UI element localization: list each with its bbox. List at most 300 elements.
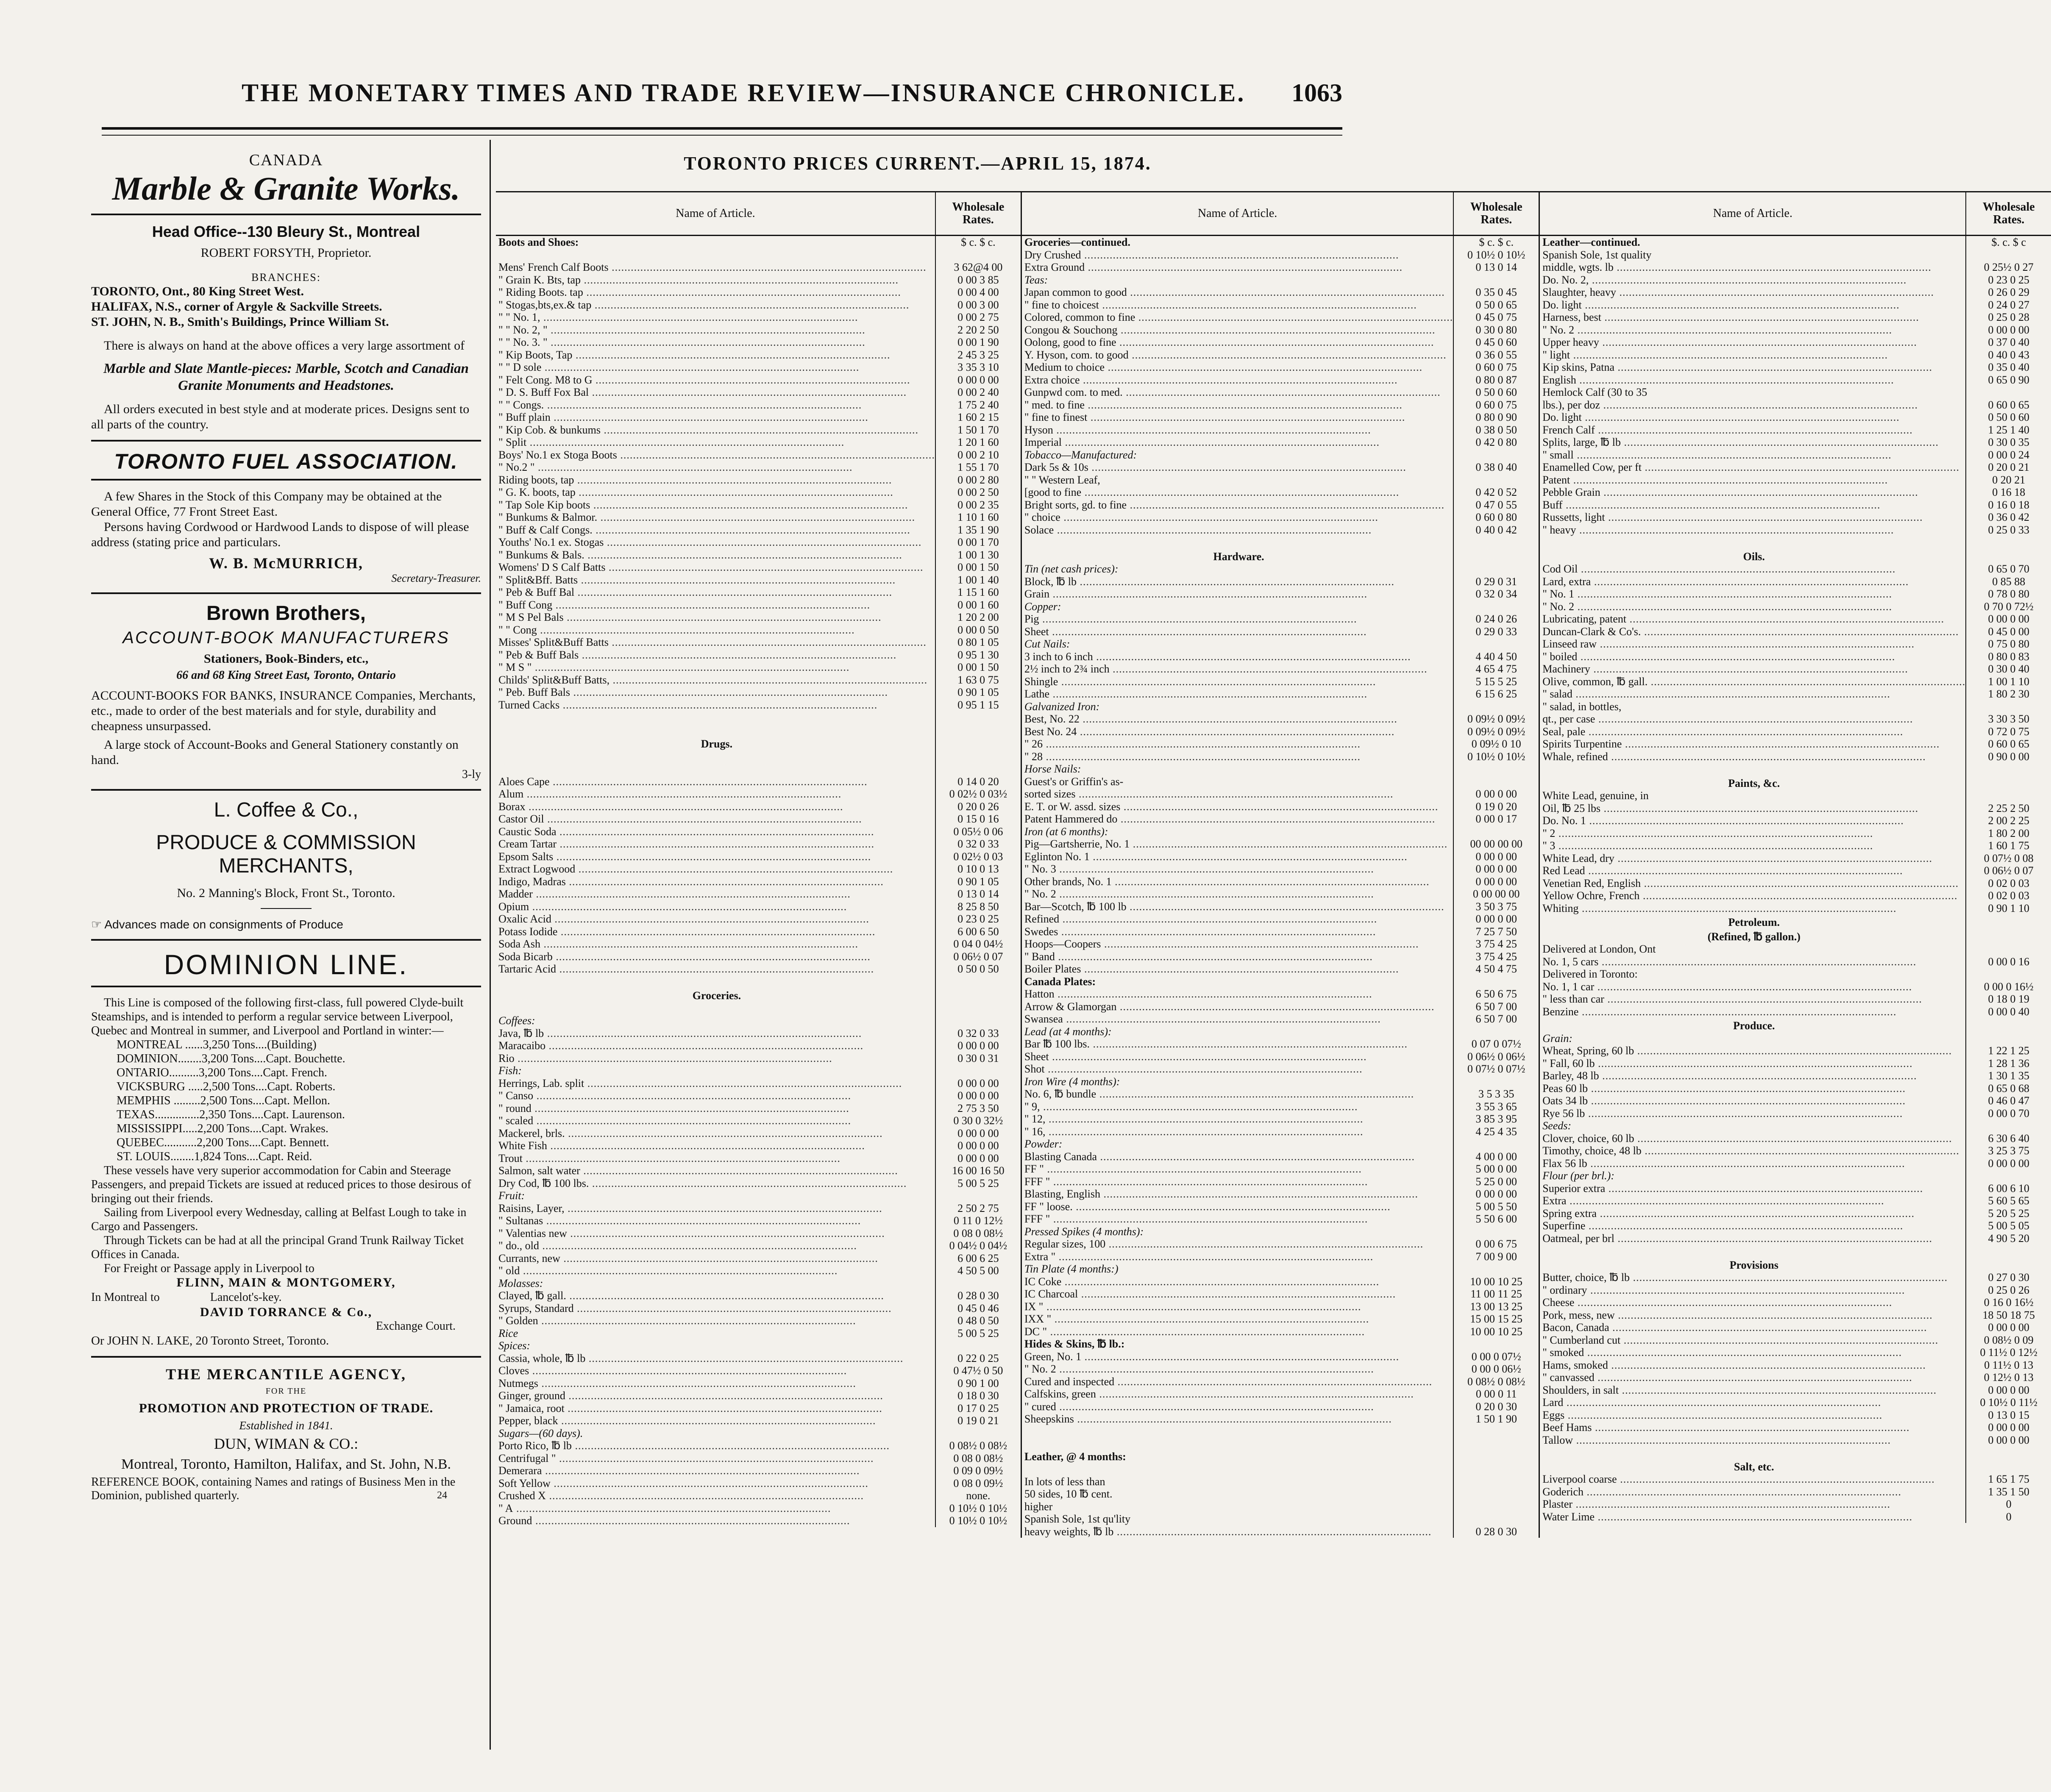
- price-row: [496, 1102, 1021, 1115]
- wholesale-rate: 0 20 0 21: [1965, 461, 2051, 474]
- wholesale-rate: 0 25 0 26: [1965, 1284, 2051, 1297]
- wholesale-rate: 3 35 3 10: [935, 361, 1021, 374]
- article-name: Herrings, Lab. split .....: [496, 1077, 935, 1090]
- price-row: [1540, 814, 2051, 827]
- wholesale-rate: 0: [1965, 1498, 2051, 1511]
- wholesale-rate: 0 50 0 60: [1965, 411, 2051, 424]
- article-name: " Valentias new .....: [496, 1227, 935, 1240]
- price-row: [1022, 1513, 1539, 1525]
- wholesale-rate: 0 46 0 47: [1965, 1095, 2051, 1107]
- ad-title: THE MERCANTILE AGENCY,: [166, 1366, 406, 1383]
- price-row: [1022, 361, 1539, 374]
- article-name: Spring extra .....: [1540, 1207, 1965, 1220]
- article-name: Best No. 24 .....: [1022, 725, 1453, 738]
- price-row: [1540, 249, 2051, 261]
- price-row: [1022, 499, 1539, 511]
- divider: [91, 939, 481, 941]
- price-row: [1540, 1296, 2051, 1309]
- wholesale-rate: 5 50 6 00: [1453, 1213, 1539, 1225]
- wholesale-rate: 5 15 5 25: [1453, 675, 1539, 688]
- wholesale-rate: 6 00 6 50: [935, 925, 1021, 938]
- price-row: [1022, 1263, 1539, 1275]
- price-row: [1022, 913, 1539, 925]
- price-row: [1022, 511, 1539, 524]
- wholesale-rate: [1453, 1138, 1539, 1150]
- price-row: [496, 1002, 1021, 1015]
- price-row: [496, 274, 1021, 286]
- wholesale-rate: 0 37 0 40: [1965, 336, 2051, 349]
- wholesale-rate: 15 00 15 25: [1453, 1313, 1539, 1325]
- wholesale-rate: 0 13 0 15: [1965, 1409, 2051, 1422]
- wholesale-rate: [935, 1064, 1021, 1077]
- wholesale-rate: 0 19 0 20: [1453, 800, 1539, 813]
- article-name: Shoulders, in salt .....: [1540, 1384, 1965, 1397]
- wholesale-rate: 0 00 0 00: [1965, 613, 2051, 625]
- price-row: [1540, 625, 2051, 638]
- price-row: [496, 1127, 1021, 1140]
- wholesale-rate: 0 95 1 15: [935, 699, 1021, 711]
- price-section-heading: [496, 736, 1021, 750]
- price-row: [1540, 1396, 2051, 1409]
- wholesale-rate: 1 80 2 00: [1965, 827, 2051, 840]
- price-row: [1540, 877, 2051, 890]
- price-row: [496, 349, 1021, 361]
- article-name: Oolong, good to fine .....: [1022, 336, 1453, 349]
- article-name: English .....: [1540, 374, 1965, 386]
- price-section-heading: [1540, 775, 2051, 790]
- price-row: [496, 788, 1021, 800]
- wholesale-rate: 5 60 5 65: [1965, 1195, 2051, 1207]
- article-name: Madder .....: [496, 888, 935, 900]
- price-row: [1022, 1113, 1539, 1125]
- wholesale-rate: [935, 724, 1021, 736]
- wholesale-rate: 0 00 2 50: [935, 486, 1021, 499]
- price-row: [1022, 713, 1539, 725]
- price-row: [496, 838, 1021, 850]
- ad-for: FOR THE: [265, 1386, 307, 1396]
- price-row: [1540, 713, 2051, 725]
- price-row: [496, 249, 1021, 261]
- price-row: [1540, 1245, 2051, 1257]
- article-name: Mens' French Calf Boots .....: [496, 261, 935, 274]
- wholesale-rate: 0 10½ 0 10½: [1453, 750, 1539, 763]
- wholesale-rate: [1453, 1500, 1539, 1513]
- article-name: Tin Plate (4 months:): [1024, 1263, 1119, 1275]
- wholesale-rate: [935, 988, 1021, 1002]
- article-name: Groceries.: [692, 989, 741, 1002]
- wholesale-rate: 0 90 1 05: [935, 875, 1021, 888]
- article-name: Cured and inspected .....: [1022, 1375, 1453, 1388]
- price-row: [1022, 575, 1539, 588]
- ad-title: Marble & Granite Works.: [112, 170, 460, 207]
- article-name: Medium to choice .....: [1022, 361, 1453, 374]
- price-row: [1540, 638, 2051, 650]
- wholesale-rate: 0 30 0 80: [1453, 324, 1539, 336]
- price-column: [1540, 191, 2051, 1538]
- article-name: Soda Bicarb .....: [496, 950, 935, 963]
- divider: [91, 789, 481, 791]
- wholesale-rate: [1453, 449, 1539, 461]
- article-name: " Peb & Buff Bals .....: [496, 649, 935, 661]
- page-header: [102, 78, 1342, 108]
- wholesale-rate: [1453, 1463, 1539, 1475]
- wholesale-rate: [1965, 1032, 2051, 1045]
- article-name: Petroleum.: [1728, 916, 1780, 928]
- wholesale-rate: 11 00 11 25: [1453, 1288, 1539, 1300]
- price-row: [496, 561, 1021, 574]
- ad-paragraph: Sailing from Liverpool every Wednesday, calling at Belfast Lough to take in Cargo and Passengers.: [91, 1206, 467, 1233]
- price-row: [1540, 1157, 2051, 1170]
- price-row: [496, 913, 1021, 925]
- wholesale-rate: 0 02½ 0 03: [935, 850, 1021, 863]
- wholesale-rate: 0 07½ 0 08: [1965, 852, 2051, 865]
- column-header: [1022, 191, 1539, 236]
- article-name: Harness, best .....: [1540, 311, 1965, 324]
- article-name: " smoked .....: [1540, 1346, 1965, 1359]
- article-name: Oxalic Acid .....: [496, 913, 935, 925]
- ad-title: DOMINION LINE.: [164, 949, 409, 980]
- wholesale-rate: [1453, 700, 1539, 713]
- price-row: [1540, 1409, 2051, 1422]
- article-name: Splits, large, ℔ lb .....: [1540, 436, 1965, 449]
- wholesale-rate: 0 00 1 70: [935, 536, 1021, 549]
- price-row: [496, 436, 1021, 449]
- article-name: " cured .....: [1022, 1400, 1453, 1413]
- wholesale-rate: 0 09½ 0 10: [1453, 738, 1539, 750]
- wholesale-rate: 8 25 8 50: [935, 900, 1021, 913]
- wholesale-rate: 0 26 0 29: [1965, 286, 2051, 299]
- prices-current: [496, 153, 2038, 1538]
- wholesale-rate: 1 00 1 10: [1965, 675, 2051, 688]
- wholesale-rate: 0 05½ 0 06: [935, 825, 1021, 838]
- article-name: Venetian Red, English .....: [1540, 877, 1965, 890]
- price-row: [1540, 386, 2051, 399]
- price-row: [1540, 1057, 2051, 1070]
- article-name: [1022, 1463, 1453, 1475]
- wholesale-rate: 0 00 0 00: [935, 1039, 1021, 1052]
- article-name: Rio .....: [496, 1052, 935, 1065]
- ad-signer-title: Secretary-Treasurer.: [391, 572, 481, 584]
- price-row: [1540, 1434, 2051, 1447]
- price-row: [1540, 1107, 2051, 1120]
- price-row: [496, 1502, 1021, 1515]
- wholesale-rate: 0 60 0 80: [1453, 511, 1539, 524]
- wholesale-rate: [935, 736, 1021, 750]
- article-name: Rye 56 lb .....: [1540, 1107, 1965, 1120]
- article-name: Benzine .....: [1540, 1006, 1965, 1018]
- wholesale-rate: 0 12½ 0 13: [1965, 1371, 2051, 1384]
- price-row: [1022, 1138, 1539, 1150]
- wholesale-rate: 0 38 0 40: [1453, 461, 1539, 474]
- ad-code: 24: [437, 1490, 447, 1501]
- article-name: Tobacco—Manufactured:: [1024, 448, 1137, 461]
- wholesale-rate: 0 00 3 85: [935, 274, 1021, 286]
- article-name: Borax .....: [496, 800, 935, 813]
- wholesale-rate: 0 45 0 75: [1453, 311, 1539, 324]
- price-row: [496, 1439, 1021, 1452]
- wholesale-rate: 0 45 0 46: [935, 1302, 1021, 1315]
- divider: [91, 479, 481, 481]
- price-row: [496, 411, 1021, 424]
- price-row: [1022, 938, 1539, 950]
- article-name: Iron Wire (4 months):: [1024, 1075, 1120, 1088]
- article-name: Kip skins, Patna .....: [1540, 361, 1965, 374]
- article-name: Swansea .....: [1022, 1013, 1453, 1025]
- price-row: [1022, 1063, 1539, 1075]
- price-row: [1540, 1145, 2051, 1157]
- article-name: Eglinton No. 1 .....: [1022, 850, 1453, 863]
- article-name: Dry Crushed .....: [1022, 249, 1453, 261]
- price-row: [496, 711, 1021, 724]
- wholesale-rate: 0 17 0 25: [935, 1402, 1021, 1415]
- wholesale-rate: [1965, 1170, 2051, 1182]
- price-rows: [496, 236, 1021, 1527]
- wholesale-rate: 0 60 0 75: [1453, 361, 1539, 374]
- article-name: Superfine .....: [1540, 1220, 1965, 1232]
- wholesale-rate: 0 06½ 0 07: [935, 950, 1021, 963]
- wholesale-rate: 4 25 4 35: [1453, 1125, 1539, 1138]
- price-row: [496, 813, 1021, 825]
- price-row: [1022, 236, 1539, 249]
- article-name: " No. 2 .....: [1540, 600, 1965, 613]
- wholesale-rate: [1965, 1245, 2051, 1257]
- article-name: [1540, 1446, 1965, 1459]
- price-row: [1022, 1200, 1539, 1213]
- price-row: [496, 686, 1021, 699]
- ad-paragraph: For Freight or Passage apply in Liverpool to: [104, 1262, 314, 1275]
- wholesale-rate: 0 65 0 68: [1965, 1082, 2051, 1095]
- article-name: [496, 711, 935, 724]
- wholesale-rate: 0 50 0 50: [935, 963, 1021, 975]
- price-row: [496, 574, 1021, 586]
- article-name: Butter, choice, ℔ lb .....: [1540, 1271, 1965, 1284]
- ad-paragraph: ACCOUNT-BOOKS FOR BANKS, INSURANCE Companies, Merchants, etc., made to order of the best materials and for style, durability and cheapness unsurpassed.: [91, 689, 476, 733]
- wholesale-rate: 1 15 1 60: [935, 586, 1021, 599]
- article-name: " Bunkums & Balmor. .....: [496, 511, 935, 524]
- price-row: [496, 611, 1021, 624]
- price-row: [1540, 802, 2051, 815]
- wholesale-rate: 0 78 0 80: [1965, 588, 2051, 600]
- price-row: [1022, 249, 1539, 261]
- price-row: [1540, 361, 2051, 374]
- wholesale-rate: $ c. $ c.: [1453, 236, 1539, 249]
- article-name: Canada Plates:: [1024, 975, 1096, 988]
- price-row: [1540, 1232, 2051, 1245]
- article-name: middle, wgts. lb .....: [1540, 261, 1965, 274]
- price-row: [1540, 827, 2051, 840]
- price-row: [496, 1027, 1021, 1040]
- wholesale-rate: 1 00 1 30: [935, 549, 1021, 561]
- brown-brothers-ad: [91, 602, 481, 781]
- article-name: [1540, 1245, 1965, 1257]
- ad-signer: W. B. McMURRICH,: [209, 555, 363, 572]
- article-name: sorted sizes .....: [1022, 788, 1453, 800]
- price-row: [1022, 1313, 1539, 1325]
- wholesale-rate: 0 47 0 55: [1453, 499, 1539, 511]
- article-name: E. T. or W. assd. sizes .....: [1022, 800, 1453, 813]
- wholesale-rate: [935, 1427, 1021, 1440]
- price-row: [1022, 486, 1539, 499]
- article-name: Spirits Turpentine .....: [1540, 738, 1965, 750]
- price-row: [1022, 738, 1539, 750]
- wholesale-rate: 2 45 3 25: [935, 349, 1021, 361]
- price-row: [1022, 1475, 1539, 1488]
- wholesale-rate: 0 80 0 83: [1965, 650, 2051, 663]
- price-row: [1540, 261, 2051, 274]
- fuel-association-ad: [91, 449, 481, 585]
- prices-title: TORONTO PRICES CURRENT.—APRIL 15, 1874.: [684, 153, 1152, 174]
- wholesale-rate: [1453, 1438, 1539, 1450]
- article-name: In lots of less than: [1024, 1475, 1105, 1488]
- article-name: White Lead, dry .....: [1540, 852, 1965, 865]
- price-row: [1022, 888, 1539, 900]
- price-row: [1540, 1346, 2051, 1359]
- wholesale-rate: 0 08½ 0 09: [1965, 1334, 2051, 1347]
- article-name: Clayed, ℔ gall. .....: [496, 1289, 935, 1302]
- price-row: [1540, 993, 2051, 1006]
- ad-agent: FLINN, MAIN & MONTGOMERY,: [176, 1275, 396, 1289]
- article-name: " Golden .....: [496, 1314, 935, 1327]
- wholesale-rate: 13 00 13 25: [1453, 1300, 1539, 1313]
- price-row: [1540, 349, 2051, 361]
- article-name: Extract Logwood .....: [496, 863, 935, 875]
- price-row: [496, 1352, 1021, 1365]
- wholesale-rate: 0 09½ 0 09½: [1453, 713, 1539, 725]
- price-row: [1540, 1371, 2051, 1384]
- article-name: " G. K. boots, tap .....: [496, 486, 935, 499]
- price-section-heading: [1540, 549, 2051, 563]
- article-name: Fruit:: [498, 1189, 525, 1202]
- price-row: [1540, 1421, 2051, 1434]
- price-row: [1540, 650, 2051, 663]
- wholesale-rate: 0 40 0 42: [1453, 524, 1539, 536]
- wholesale-rate: 0 00 3 00: [935, 299, 1021, 311]
- article-name: Cloves .....: [496, 1364, 935, 1377]
- price-row: [1022, 1238, 1539, 1250]
- article-name: Eggs .....: [1540, 1409, 1965, 1422]
- price-row: [1022, 875, 1539, 888]
- price-row: [1022, 1300, 1539, 1313]
- article-name: Nutmegs .....: [496, 1377, 935, 1390]
- article-name: Indigo, Madras .....: [496, 875, 935, 888]
- wholesale-rate: 6 00 6 25: [935, 1252, 1021, 1265]
- price-row: [496, 336, 1021, 349]
- wholesale-rate: [935, 1189, 1021, 1202]
- ad-paragraph: A large stock of Account-Books and General Stationery constantly on hand.: [91, 738, 459, 767]
- article-name: Hides & Skins, ℔ lb.:: [1024, 1338, 1125, 1350]
- price-row: [1022, 261, 1539, 274]
- article-name: Guest's or Griffin's as-: [1024, 775, 1124, 788]
- article-name: " " D sole .....: [496, 361, 935, 374]
- article-name: Coffees:: [498, 1014, 535, 1027]
- article-name: Extra choice .....: [1022, 374, 1453, 386]
- wholesale-rate: 0 45 0 60: [1453, 336, 1539, 349]
- wholesale-rate: 0 00 0 70: [1965, 1107, 2051, 1120]
- article-name: Extra " .....: [1022, 1250, 1453, 1263]
- ad-agent: Or JOHN N. LAKE, 20 Toronto Street, Toronto.: [91, 1334, 329, 1347]
- wholesale-rate: 0 00 0 00: [1965, 1421, 2051, 1434]
- article-name: Russetts, light .....: [1540, 511, 1965, 524]
- price-row: [1022, 688, 1539, 700]
- wholesale-rate: [1965, 1120, 2051, 1132]
- wholesale-rate: [1965, 929, 2051, 943]
- branch-item: HALIFAX, N.S., corner of Argyle & Sackville Streets.: [91, 300, 382, 314]
- price-row: [1022, 461, 1539, 474]
- wholesale-rate: 0 35 0 40: [1965, 361, 2051, 374]
- wholesale-rate: 0 08½ 0 08½: [1453, 1375, 1539, 1388]
- article-name: Riding boots, tap .....: [496, 474, 935, 486]
- wholesale-rate: 0 16 0 18: [1965, 499, 2051, 511]
- article-name: Shot .....: [1022, 1063, 1453, 1075]
- wholesale-rate: [1965, 1257, 2051, 1272]
- wholesale-rate: 6 15 6 25: [1453, 688, 1539, 700]
- article-name: Oils.: [1743, 550, 1765, 563]
- article-name: Maracaibo .....: [496, 1039, 935, 1052]
- article-name: " Split .....: [496, 436, 935, 449]
- wholesale-rate: 0 18 0 30: [935, 1389, 1021, 1402]
- ad-orders: All orders executed in best style and at moderate prices. Designs sent to all parts of the country.: [91, 402, 470, 431]
- article-name: Opium .....: [496, 900, 935, 913]
- price-row: [1540, 1486, 2051, 1498]
- wholesale-rate: 1 50 1 70: [935, 424, 1021, 436]
- price-row: [496, 236, 1021, 249]
- price-row: [1540, 1120, 2051, 1132]
- article-name: Pebble Grain .....: [1540, 486, 1965, 499]
- price-row: [496, 1302, 1021, 1315]
- wholesale-rate: 0 42 0 80: [1453, 436, 1539, 449]
- ad-office: Head Office--130 Bleury St., Montreal: [152, 223, 420, 240]
- price-row: [1022, 524, 1539, 536]
- ad-purpose: PROMOTION AND PROTECTION OF TRADE.: [139, 1400, 434, 1415]
- wholesale-rate: 5 20 5 25: [1965, 1207, 2051, 1220]
- ship-item: TEXAS...............2,350 Tons....Capt. Laurenson.: [117, 1108, 345, 1121]
- article-name: Hams, smoked .....: [1540, 1359, 1965, 1372]
- article-name: " Canso .....: [496, 1089, 935, 1102]
- article-name: " old .....: [496, 1264, 935, 1277]
- article-name: [496, 763, 935, 775]
- article-name: No. 6, ℔ bundle .....: [1022, 1088, 1453, 1100]
- wholesale-rate: [1453, 1263, 1539, 1275]
- article-name: Soda Ash .....: [496, 938, 935, 950]
- price-row: [1540, 750, 2051, 763]
- ad-trade: PRODUCE & COMMISSION MERCHANTS,: [156, 831, 416, 877]
- article-name: " Peb. Buff Bals .....: [496, 686, 935, 699]
- wholesale-rate: 0 00 1 60: [935, 599, 1021, 611]
- article-name: Bar ℔ 100 lbs. .....: [1022, 1038, 1453, 1050]
- wholesale-rate: 0 00 2 40: [935, 386, 1021, 399]
- ad-agent: DAVID TORRANCE & Co.,: [200, 1305, 373, 1319]
- price-row: [1540, 1045, 2051, 1057]
- wholesale-rate: 00 00 00 00: [1453, 838, 1539, 850]
- article-name: Water Lime .....: [1540, 1511, 1965, 1523]
- price-row: [1540, 1032, 2051, 1045]
- wholesale-rate: 1 50 1 90: [1453, 1413, 1539, 1425]
- price-row: [496, 1214, 1021, 1227]
- pointing-hand-icon: ☞: [91, 918, 105, 931]
- wholesale-rate: [935, 1014, 1021, 1027]
- price-row: [1022, 813, 1539, 825]
- article-name: Molasses:: [498, 1277, 543, 1289]
- price-row: [1022, 675, 1539, 688]
- ad-address: 66 and 68 King Street East, Toronto, Ontario: [176, 669, 396, 682]
- price-row: [1540, 700, 2051, 713]
- price-column: [496, 191, 1022, 1538]
- article-name: Groceries—continued.: [1024, 236, 1130, 248]
- article-name: " No. 2 .....: [1022, 888, 1453, 900]
- ad-code: 3-ly: [462, 768, 481, 781]
- wholesale-rate: [1453, 1513, 1539, 1525]
- wholesale-rate: 3 55 3 65: [1453, 1100, 1539, 1113]
